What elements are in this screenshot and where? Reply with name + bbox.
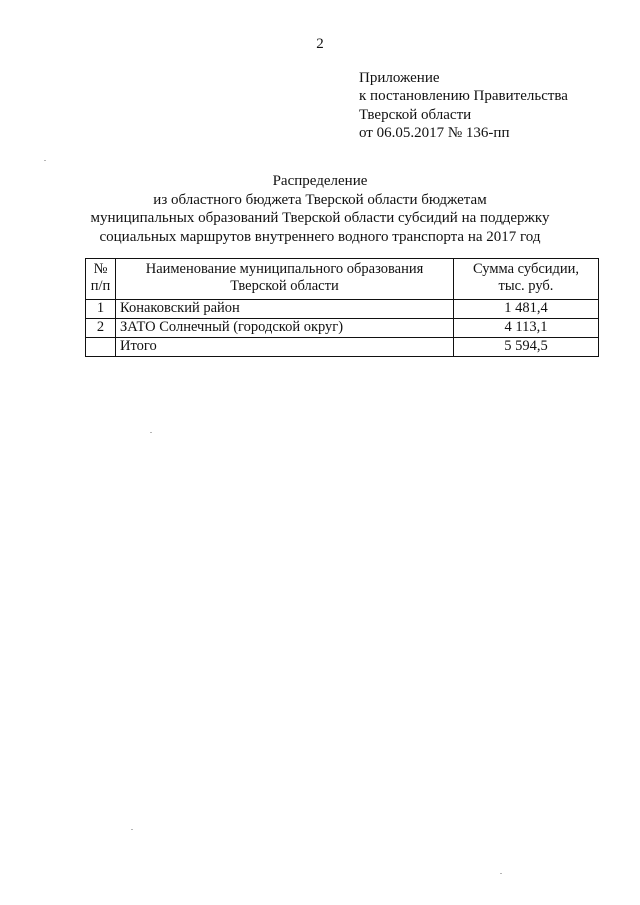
row-sum: 4 113,1 — [454, 319, 599, 338]
total-row — [86, 338, 599, 357]
heading-title: Распределение — [272, 173, 368, 189]
subsidy-table — [85, 258, 599, 357]
heading-line: социальных маршрутов внутреннего водного транспорта на 2017 год — [99, 228, 541, 245]
appendix-line: Приложение — [359, 70, 440, 86]
total-label: Итого — [116, 338, 454, 357]
page-number: 2 — [316, 36, 324, 52]
appendix-line: от 06.05.2017 № 136-пп — [359, 124, 510, 141]
header-sum — [454, 259, 599, 300]
heading-line: из областного бюджета Тверской области бюджетам — [153, 191, 487, 208]
row-number: 2 — [86, 319, 116, 338]
scan-speck — [150, 432, 152, 433]
row-municipality: ЗАТО Солнечный (городской округ) — [116, 319, 454, 338]
header-sum-line: тыс. руб. — [498, 278, 554, 294]
scan-speck — [131, 829, 133, 830]
table-row — [86, 300, 599, 319]
table-row — [86, 319, 599, 338]
header-number-line: п/п — [90, 278, 111, 294]
header-municipality-line: Тверской области — [230, 278, 339, 294]
scan-speck — [44, 160, 46, 161]
total-number — [86, 338, 116, 357]
scan-speck — [500, 873, 502, 874]
header-municipality — [116, 259, 454, 300]
row-municipality: Конаковский район — [116, 300, 454, 319]
appendix-block — [359, 69, 568, 142]
header-municipality-line: Наименование муниципального образования — [145, 261, 424, 277]
total-sum: 5 594,5 — [454, 338, 599, 357]
appendix-line: к постановлению Правительства — [359, 88, 568, 105]
row-number: 1 — [86, 300, 116, 319]
header-number-line: № — [93, 261, 108, 277]
appendix-line: Тверской области — [359, 106, 472, 123]
heading-line: муниципальных образований Тверской области субсидий на поддержку — [90, 210, 550, 226]
document-heading — [0, 172, 640, 246]
header-sum-line: Сумма субсидии, — [472, 261, 580, 277]
header-number — [86, 259, 116, 300]
row-sum: 1 481,4 — [454, 300, 599, 319]
table-header-row — [86, 259, 599, 300]
